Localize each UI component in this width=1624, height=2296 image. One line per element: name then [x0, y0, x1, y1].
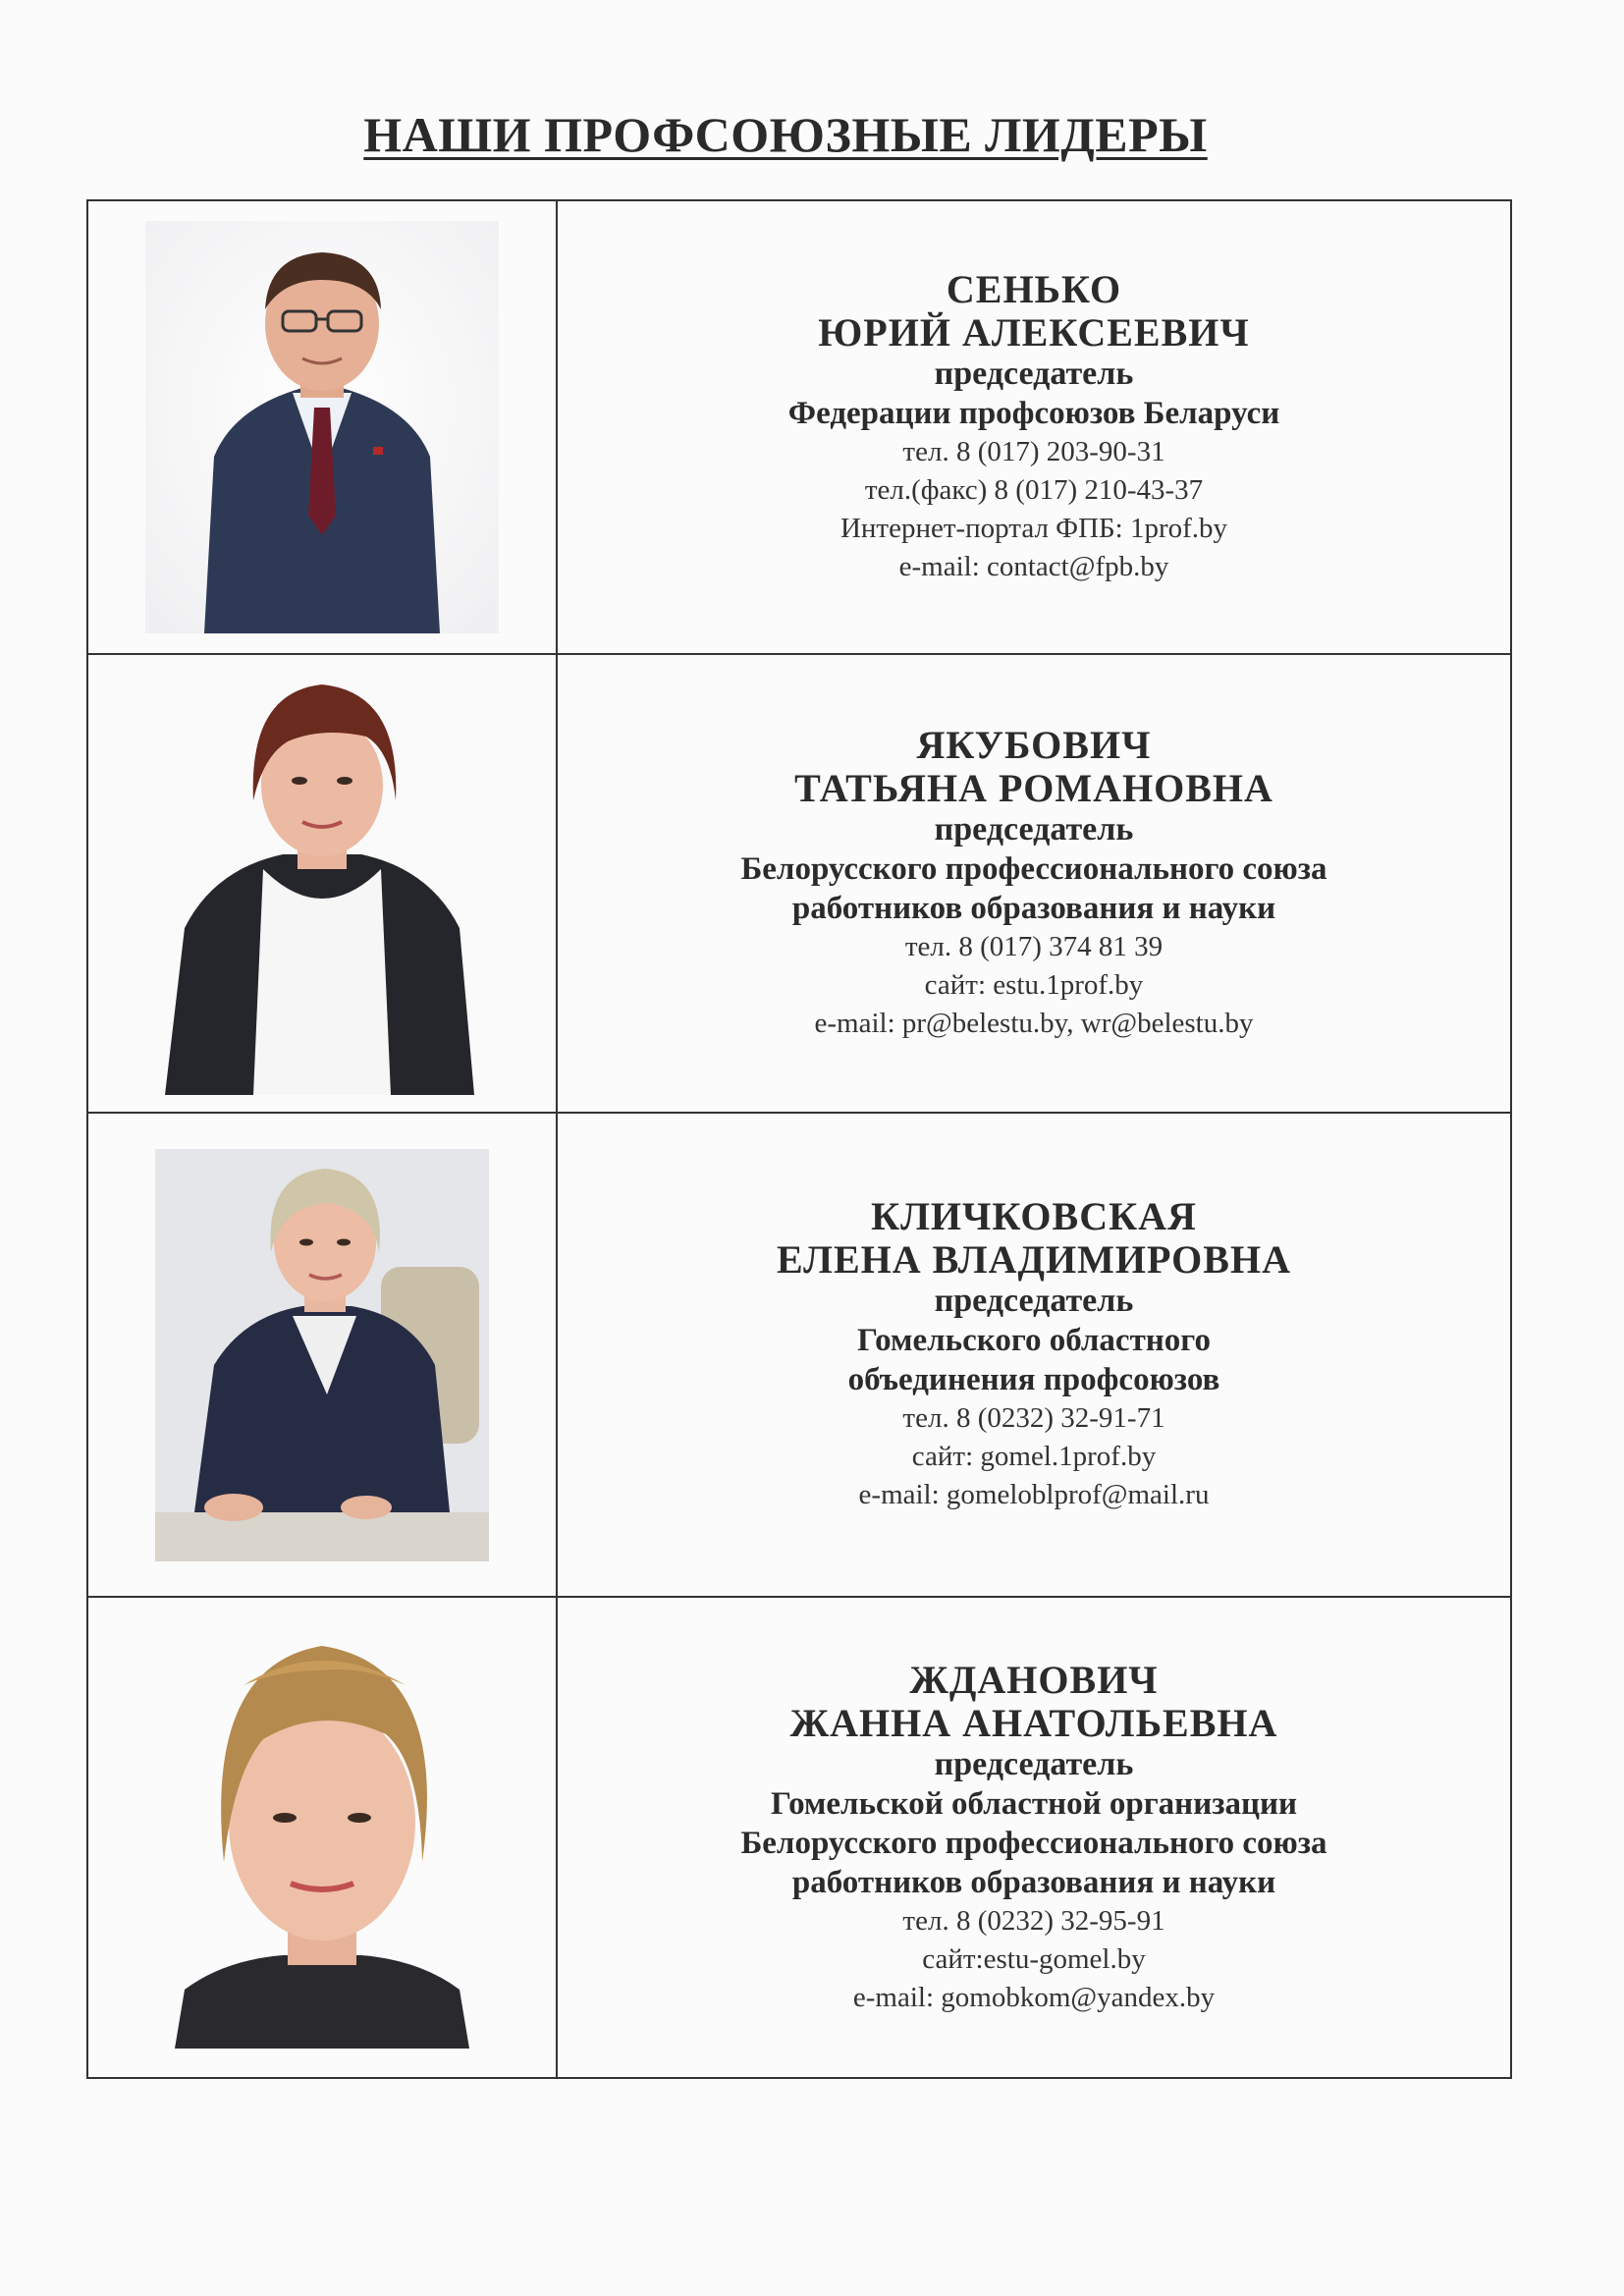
leader-surname: ЖДАНОВИЧ — [909, 1657, 1159, 1702]
leader-row — [88, 655, 1510, 1114]
leader-website: сайт:estu-gomel.by — [922, 1942, 1146, 1975]
leader-given-name: ЖАННА АНАТОЛЬЕВНА — [789, 1700, 1278, 1745]
leader-row — [88, 201, 1510, 655]
leader-email: e-mail: contact@fpb.by — [898, 551, 1169, 582]
info-cell — [558, 201, 1510, 653]
leader-photo — [155, 673, 489, 1095]
info-cell — [558, 1598, 1510, 2077]
leader-given-name: ТАТЬЯНА РОМАНОВНА — [794, 766, 1273, 810]
leader-organization-line: работников образования и науки — [791, 891, 1276, 926]
photo-cell — [88, 1114, 558, 1596]
leader-email: e-mail: gomobkom@yandex.by — [852, 1981, 1216, 2013]
leader-role: председатель — [934, 1745, 1134, 1782]
leader-phone: тел. 8 (0232) 32-95-91 — [902, 1904, 1165, 1937]
leader-row — [88, 1114, 1510, 1598]
leader-organization-line: Федерации профсоюзов Беларуси — [787, 396, 1280, 431]
leader-photo — [145, 221, 499, 633]
leader-photo — [165, 1626, 479, 2049]
leader-photo — [155, 1149, 489, 1561]
leader-phone: тел. 8 (017) 374 81 39 — [904, 931, 1164, 962]
leader-fax: тел.(факс) 8 (017) 210-43-37 — [864, 474, 1204, 506]
leader-email: e-mail: gomeloblprof@mail.ru — [858, 1479, 1210, 1510]
photo-cell — [88, 201, 558, 653]
info-cell — [558, 655, 1510, 1112]
leader-surname: КЛИЧКОВСКАЯ — [871, 1194, 1197, 1238]
info-cell — [558, 1114, 1510, 1596]
leader-phone: тел. 8 (017) 203-90-31 — [902, 436, 1165, 467]
leader-organization-line: объединения профсоюзов — [847, 1362, 1220, 1397]
leader-given-name: ЮРИЙ АЛЕКСЕЕВИЧ — [818, 310, 1250, 355]
leader-website: сайт: gomel.1prof.by — [911, 1441, 1157, 1472]
page-title: НАШИ ПРОФСОЮЗНЫЕ ЛИДЕРЫ — [363, 107, 1208, 162]
leader-phone: тел. 8 (0232) 32-91-71 — [902, 1402, 1165, 1434]
leader-organization-line: Белорусского профессионального союза — [740, 851, 1327, 887]
leaders-table — [86, 199, 1512, 2079]
leader-email: e-mail: pr@belestu.by, wr@belestu.by — [814, 1008, 1254, 1039]
photo-cell — [88, 655, 558, 1112]
leader-surname: ЯКУБОВИЧ — [916, 723, 1152, 767]
leader-role: председатель — [934, 1283, 1134, 1319]
leader-given-name: ЕЛЕНА ВЛАДИМИРОВНА — [777, 1237, 1291, 1282]
leader-organization-line: Белорусского профессионального союза — [740, 1825, 1327, 1861]
leader-organization-line: работников образования и науки — [791, 1864, 1276, 1900]
leader-role: председатель — [934, 355, 1134, 392]
photo-cell — [88, 1598, 558, 2077]
leader-role: председатель — [934, 811, 1134, 847]
leader-website: сайт: estu.1prof.by — [924, 969, 1144, 1001]
leader-row — [88, 1598, 1510, 2077]
leader-surname: СЕНЬКО — [946, 267, 1122, 311]
leader-organization-line: Гомельской областной организации — [770, 1785, 1298, 1822]
leader-organization-line: Гомельского областного — [857, 1323, 1211, 1358]
leader-website: Интернет-портал ФПБ: 1prof.by — [839, 513, 1228, 544]
